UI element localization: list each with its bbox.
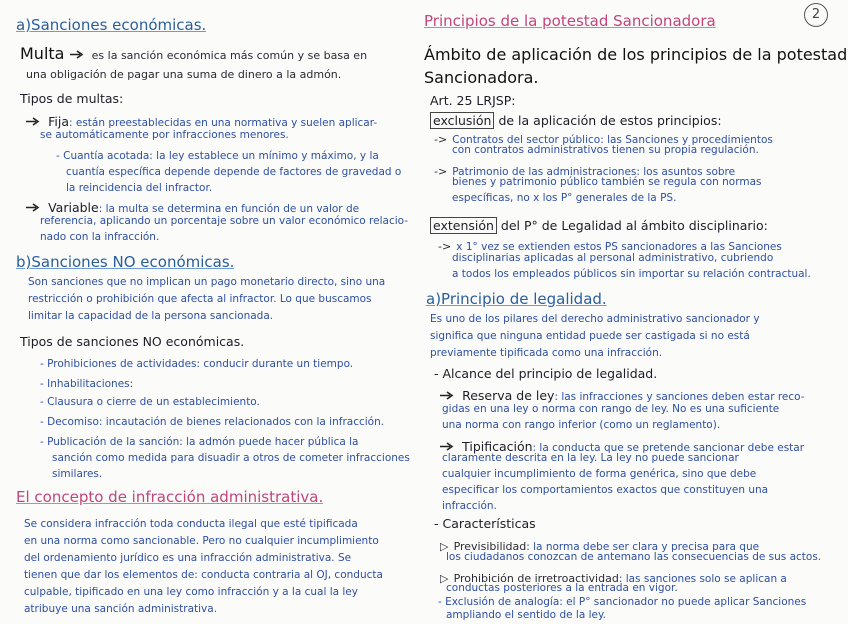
arrow-icon: -> [434,165,448,178]
page-number: 2 [804,3,828,27]
principios-title: Principios de la potestad Sancionadora [424,12,716,30]
patrimonio-text-2: bienes y patrimonio público también se regula con normas [452,176,762,188]
list-item: - Inhabilitaciones: [40,378,134,390]
contratos-text-2: con contratos administrativos tienen su propia regulación. [452,144,759,156]
multa-line [20,44,367,63]
alcance-heading: - Alcance del principio de legalidad. [434,366,658,381]
reserva-text-1: : las infracciones y sanciones deben estar reco- [554,391,805,403]
exclusion-label: exclusión [430,112,494,129]
list-item: sanción como medida para disuadir a otros de cometer infracciones [52,452,410,464]
arrow-icon: -> [434,133,448,146]
concepto-text-1: Se considera infracción toda conducta ilegal que esté tipificada [24,518,358,530]
list-item: - Decomiso: incautación de bienes relacionados con la infracción. [40,416,385,428]
caracteristicas-heading: - Características [434,516,536,531]
tipificacion-label: Tipificación [462,439,533,454]
patrimonio-text-1: Patrimonio de las administraciones: los asuntos sobre [452,166,736,178]
arrow-icon [26,117,40,126]
arrow-icon [440,442,454,451]
fija-text-2: se automáticamente por infracciones menores. [40,129,289,141]
ext-text-1: x 1° vez se extienden estos PS sancionadores a las Sanciones [456,241,782,253]
tipificacion-text-1: : la conducta que se pretende sancionar debe estar [532,442,805,454]
no-eco-text-3: limitar la capacidad de la persona sancionada. [28,310,274,322]
arrow-icon: ▷ [440,572,449,585]
concepto-text-6: atribuye una sanción administrativa. [24,603,218,615]
reserva-line [440,385,805,404]
tipificacion-text-2: claramente descrita en la ley. La ley no puede sancionar [442,452,739,464]
exclusion-rest: de la aplicación de estos principios: [494,113,722,128]
no-eco-text-1: Son sanciones que no implican un pago monetario directo, sino una [28,276,386,288]
ext-text-2: disciplinarias aplicadas al personal administrativo, cubriendo [452,252,774,264]
cuantia-text-3: la reincidencia del infractor. [66,182,213,194]
legalidad-text-2: significa que ninguna entidad puede ser castigada si no está [430,330,750,342]
list-item: similares. [52,468,103,480]
arrow-icon [70,50,84,59]
fija-line [26,111,377,130]
irre-text-1: : las sanciones solo se aplican a [618,573,787,585]
list-item: - Publicación de la sanción: la admón puede hacer pública la [40,436,359,448]
ambito-line-2: Sancionadora. [424,68,539,87]
cuantia-text-1: - Cuantía acotada: la ley establece un mínimo y máximo, y la [56,150,379,162]
legalidad-text-1: Es uno de los pilares del derecho administrativo sancionador y [430,313,760,325]
variable-text-2: referencia, aplicando un porcentaje sobre un valor económico relacio- [40,215,409,227]
extension-line [430,215,768,234]
tipificacion-text-4: especificar los comportamientos exactos que constituyen una [442,484,769,496]
art-label: Art. 25 LRJSP: [430,93,516,108]
reserva-text-2: gidas en una ley o norma con rango de ley. No es una suficiente [442,403,780,415]
no-eco-text-2: restricción o prohibición que afecta al infractor. Lo que buscamos [28,293,372,305]
arrow-icon [440,391,454,400]
fija-label: Fija [48,114,69,129]
multa-intro-2: una obligación de pagar una suma de dinero a la admón. [26,68,342,81]
arrow-icon [26,203,40,212]
no-economicas-title: b)Sanciones NO económicas. [16,253,235,271]
multa-label: Multa [20,44,65,63]
concepto-text-5: culpable, tipificado en una ley como infracción y a la cual la ley [24,586,358,598]
exclusion-line [430,110,722,129]
reserva-label: Reserva de ley [462,388,555,403]
contratos-text-1: Contratos del sector público: las Sanciones y procedimientos [452,134,773,146]
analogia-text-1: - Exclusión de analogía: el P° sancionador no puede aplicar Sanciones [438,596,807,608]
variable-line [26,197,359,216]
concepto-text-2: en una norma como sancionable. Pero no cualquier incumplimiento [24,535,379,547]
irre-text-2: conductas posteriores a la entrada en vigor. [446,582,678,594]
tipificacion-text-3: cualquier incumplimiento de forma genérica, sino que debe [442,468,757,480]
tipos-multas: Tipos de multas: [20,91,124,106]
tipos-no-eco: Tipos de sanciones NO económicas. [20,334,245,349]
prev-text-2: los ciudadanos conozcan de antemano las consecuencias de sus actos. [446,551,822,563]
prev-text-1: : la norma debe ser clara y precisa para que [526,541,760,553]
ext-text-3: a todos los empleados públicos sin importar su relación contractual. [452,268,811,280]
arrow-icon: ▷ [440,540,449,553]
list-item: - Prohibiciones de actividades: conducir durante un tiempo. [40,358,354,370]
variable-text-1: : la multa se determina en función de un valor de [98,203,360,215]
reserva-text-3: una norma con rango inferior (como un reglamento). [442,419,721,431]
patrimonio-text-3: específicas, no x los P° generales de la PS. [452,192,677,204]
irre-label: Prohibición de irretroactividad [453,572,619,585]
extension-label: extensión [430,217,497,234]
legalidad-text-3: previamente tipificada como una infracción. [430,347,663,359]
ambito-line-1: Ámbito de aplicación de los principios de la potestad [424,45,848,64]
prev-label: Previsibilidad [453,540,527,553]
fija-text-1: : están preestablecidas en una normativa y suelen aplicar- [68,117,378,129]
variable-text-3: nado con la infracción. [40,231,160,243]
multa-intro-1: es la sanción económica más común y se basa en [91,49,368,62]
variable-label: Variable [48,200,99,215]
sanciones-economicas-title: a)Sanciones económicas. [16,16,207,34]
cuantia-text-2: cuantía específica depende depende de factores de gravedad o [66,166,402,178]
concepto-title: El concepto de infracción administrativa. [16,488,324,506]
legalidad-title: a)Principio de legalidad. [426,290,607,308]
analogia-text-2: ampliando el sentido de la ley. [446,609,607,621]
arrow-icon: -> [438,240,452,253]
list-item: - Clausura o cierre de un establecimiento. [40,396,260,408]
concepto-text-3: del ordenamiento jurídico es una infracción administrativa. Se [24,552,352,564]
concepto-text-4: tienen que dar los elementos de: conducta contraria al OJ, conducta [24,569,383,581]
tipificacion-text-5: infracción. [442,500,497,512]
extension-rest: del P° de Legalidad al ámbito disciplinario: [496,218,768,233]
